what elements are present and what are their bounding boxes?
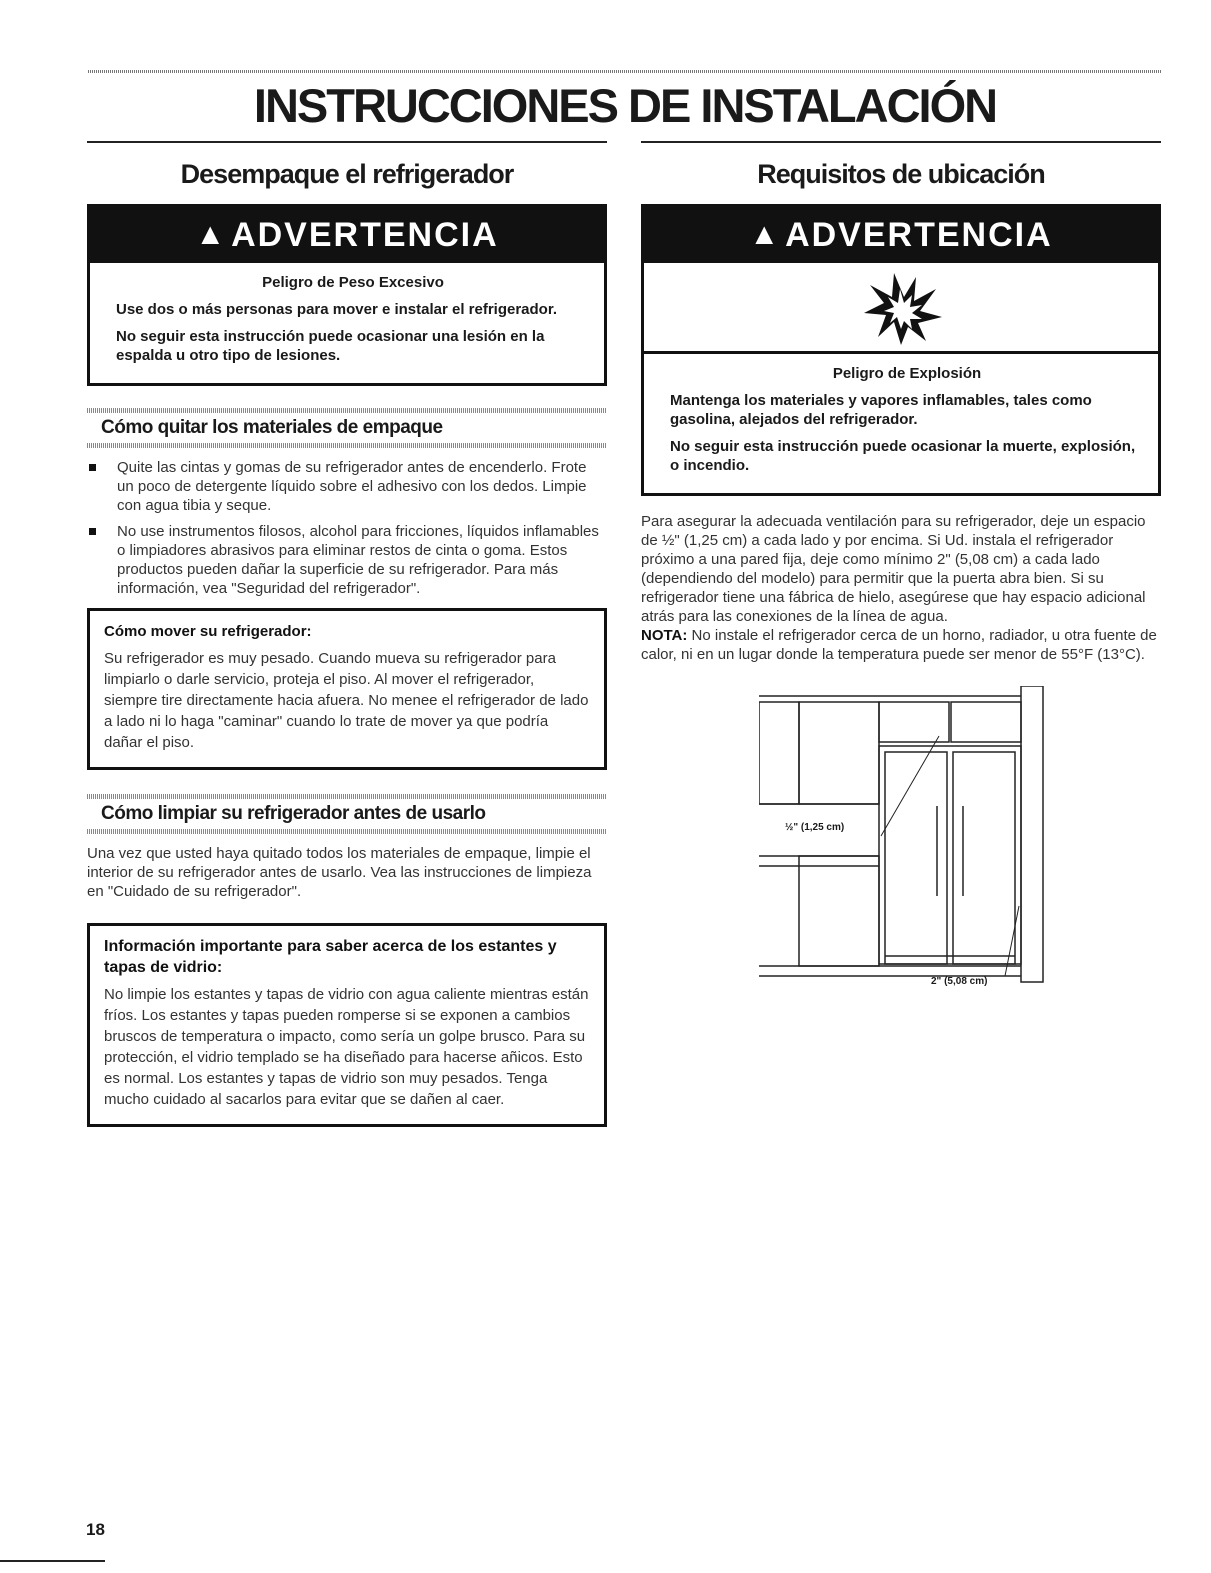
- left-section-title: Desempaque el refrigerador: [180, 159, 514, 189]
- dotted-rule: [87, 443, 607, 448]
- top-rule: [88, 70, 1162, 73]
- warning-instruction: Mantenga los materiales y vapores inflamables, tales como gasolina, alejados del refrigerador.: [670, 392, 1092, 428]
- left-heading-rule: [87, 141, 607, 143]
- warning-instruction: Use dos o más personas para mover e instalar el refrigerador.: [116, 301, 558, 318]
- page-number: 18: [86, 1520, 105, 1539]
- explosion-icon: [856, 267, 946, 347]
- warning-hazard: Peligro de Peso Excesivo: [262, 274, 444, 291]
- moving-text: Su refrigerador es muy pesado. Cuando mueva su refrigerador para limpiarlo o darle servicio, proteja el piso. Al mover el refrigerador, siempre tire directamente hacia afuera. No menee el refrigerador de lado a lado ni lo haga "caminar" cuando lo trate de mover ya que podría dañar el piso.: [104, 650, 589, 751]
- warning-consequence: No seguir esta instrucción puede ocasionar una lesión en la espalda u otro tipo de lesiones.: [116, 328, 545, 364]
- warning-label: ADVERTENCIA: [231, 216, 499, 254]
- warning-triangle-icon: ▲: [195, 218, 228, 251]
- explosion-warning-box: [641, 204, 1161, 496]
- warning-label: ADVERTENCIA: [785, 216, 1053, 254]
- moving-heading: Cómo mover su refrigerador:: [104, 623, 312, 640]
- ventilation-text: Para asegurar la adecuada ventilación para su refrigerador, deje un espacio de ½" (1,25 cm) a cada lado y por encima. Si Ud. instala el refrigerador próximo a una pared fija, deje como mínimo 2" (5,08 cm) a cada lado (dependiendo del modelo) para permitir que la puerta abra bien. Si su refrigerador tiene una fábrica de hielo, asegúrese que hay espacio adicional atrás para las conexiones de la línea de agua.: [641, 513, 1146, 625]
- warning-triangle-icon: ▲: [749, 218, 782, 251]
- right-section-title: Requisitos de ubicación: [757, 159, 1045, 189]
- moving-refrigerator-box: [87, 608, 607, 770]
- explosion-icon-area: [644, 263, 1158, 354]
- note-label: NOTA:: [641, 627, 688, 644]
- right-column: [641, 141, 1161, 986]
- warning-header: [644, 207, 1158, 263]
- warning-body: [90, 263, 604, 383]
- warning-hazard: Peligro de Explosión: [832, 365, 982, 382]
- note-paragraph: [641, 626, 1161, 664]
- list-item: No use instrumentos filosos, alcohol para fricciones, líquidos inflamables o limpiadores abrasivos para eliminar restos de cinta o goma. Estos productos pueden dañar la superficie de su refrigerador. Para más información, vea "Seguridad del refrigerador".: [87, 522, 607, 598]
- half-inch-label: ½" (1,25 cm): [785, 822, 845, 833]
- weight-warning-box: [87, 204, 607, 386]
- remove-packaging-heading: Cómo quitar los materiales de empaque: [101, 417, 443, 438]
- bottom-rule: [0, 1560, 105, 1562]
- page-title: INSTRUCCIONES DE INSTALACIÓN: [253, 79, 997, 132]
- remove-packaging-list: [87, 458, 607, 598]
- clean-heading: Cómo limpiar su refrigerador antes de usarlo: [101, 803, 486, 824]
- two-inch-label: 2" (5,08 cm): [931, 976, 988, 987]
- warning-consequence: No seguir esta instrucción puede ocasionar la muerte, explosión, o incendio.: [670, 438, 1136, 474]
- clearance-diagram: [759, 686, 1049, 986]
- list-item: Quite las cintas y gomas de su refrigerador antes de encenderlo. Frote un poco de detergente líquido sobre el adhesivo con los dedos. Limpie con agua tibia y seque.: [87, 458, 607, 515]
- right-heading-rule: [641, 141, 1161, 143]
- note-text: No instale el refrigerador cerca de un horno, radiador, u otra fuente de calor, ni en un lugar donde la temperatura puede ser menor de 55°F (13°C).: [641, 627, 1157, 663]
- warning-body: [644, 354, 1158, 493]
- dotted-rule: [87, 829, 607, 834]
- refrigerator-cabinet-illustration: [759, 686, 1049, 986]
- glass-text: No limpie los estantes y tapas de vidrio con agua caliente mientras están fríos. Los estantes y tapas pueden romperse si se exponen a cambios bruscos de temperatura o impacto, como sería un golpe brusco. Para su protección, el vidrio templado se ha diseñado para hacerse añicos. Esto es normal. Los estantes y tapas de vidrio son muy pesados. Tenga mucho cuidado al sacarlos para evitar que se dañen al caer.: [104, 986, 589, 1108]
- warning-header: [90, 207, 604, 263]
- glass-shelves-box: [87, 923, 607, 1127]
- clean-text: Una vez que usted haya quitado todos los materiales de empaque, limpie el interior de su refrigerador antes de usarlo. Vea las instrucciones de limpieza en "Cuidado de su refrigerador".: [87, 845, 592, 900]
- glass-heading: Información importante para saber acerca de los estantes y tapas de vidrio:: [104, 938, 557, 976]
- left-column: [87, 141, 607, 1127]
